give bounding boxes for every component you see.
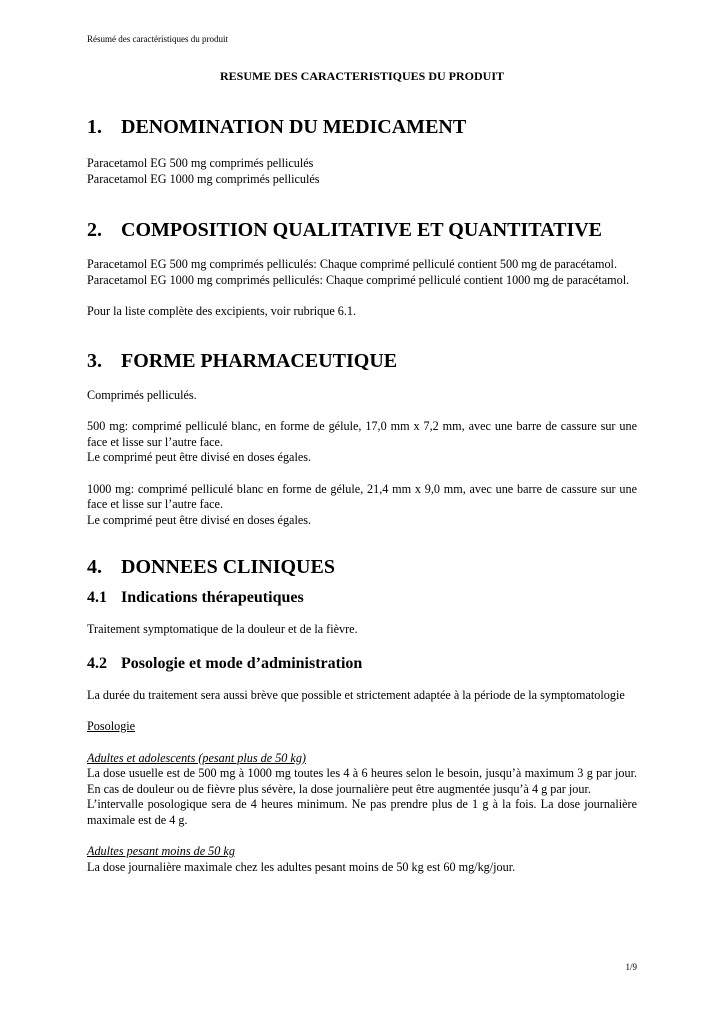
section-3-title: FORME PHARMACEUTIQUE	[121, 349, 398, 372]
section-1-title: DENOMINATION DU MEDICAMENT	[121, 116, 467, 138]
section-2-paragraph-2: Paracetamol EG 1000 mg comprimés pelliculés: Chaque comprimé pelliculé contient 1000 mg de paracétamol.	[87, 272, 630, 287]
section-4-title: DONNEES CLINIQUES	[121, 556, 335, 578]
section-2-number: 2.	[87, 219, 102, 241]
section-2-heading	[87, 215, 637, 245]
section-1-line-1: Paracetamol EG 500 mg comprimés pelliculés	[87, 156, 314, 170]
subsection-4-1-title: Indications thérapeutiques	[121, 589, 304, 606]
section-1-number: 1.	[87, 116, 102, 138]
page-number: 1/9	[625, 962, 637, 972]
subsection-4-2-heading	[87, 652, 637, 676]
section-3-paragraph-3b: Le comprimé peut être divisé en doses égales.	[87, 512, 312, 527]
section-4-heading	[87, 552, 637, 582]
subsection-4-1-number: 4.1	[87, 589, 107, 606]
section-3-paragraph-2b: Le comprimé peut être divisé en doses égales.	[87, 450, 312, 464]
section-2-title: COMPOSITION QUALITATIVE ET QUANTITATIVE	[121, 219, 603, 241]
section-3-number: 3.	[87, 349, 102, 372]
running-header: Résumé des caractéristiques du produit	[87, 34, 228, 44]
subsection-4-1-paragraph: Traitement symptomatique de la douleur et de la fièvre.	[87, 622, 358, 636]
subsection-4-2-title: Posologie et mode d’administration	[121, 654, 363, 672]
section-1-heading	[87, 112, 637, 142]
section-2-paragraph-1: Paracetamol EG 500 mg comprimés pelliculés: Chaque comprimé pelliculé contient 500 mg de paracétamol.	[87, 257, 617, 271]
document-title: RESUME DES CARACTERISTIQUES DU PRODUIT	[219, 69, 505, 83]
adults-paragraph-1: La dose usuelle est de 500 mg à 1000 mg toutes les 4 à 6 heures selon le besoin, jusqu’à maximum 3 g par jour. En cas de douleur ou de fièvre plus sévère, la dose journalière peut être augmentée jusqu’à 4 g par jour.	[87, 766, 637, 796]
section-3-heading	[87, 346, 637, 376]
document-body	[87, 112, 637, 875]
subsection-4-2-number: 4.2	[87, 654, 107, 672]
light-adults-paragraph: La dose journalière maximale chez les adultes pesant moins de 50 kg est 60 mg/kg/jour.	[87, 859, 516, 874]
subsection-4-2-paragraph-1: La durée du traitement sera aussi brève que possible et strictement adaptée à la période de la symptomatologie	[87, 687, 625, 702]
light-adults-heading: Adultes pesant moins de 50 kg	[87, 844, 235, 858]
section-1-line-2: Paracetamol EG 1000 mg comprimés pelliculés	[87, 171, 320, 186]
subsection-4-1-heading	[87, 586, 637, 610]
section-3-paragraph-2: 500 mg: comprimé pelliculé blanc, en forme de gélule, 17,0 mm x 7,2 mm, avec une barre de cassure sur une face et lisse sur l’autre face.	[87, 419, 637, 449]
section-3-paragraph-3: 1000 mg: comprimé pelliculé blanc en forme de gélule, 21,4 mm x 9,0 mm, avec une barre de cassure sur une face et lisse sur l’autre face.	[87, 481, 637, 511]
section-3-paragraph-1: Comprimés pelliculés.	[87, 387, 197, 402]
section-4-number: 4.	[87, 556, 102, 578]
section-2-paragraph-3: Pour la liste complète des excipients, voir rubrique 6.1.	[87, 304, 357, 318]
adults-paragraph-2: L’intervalle posologique sera de 4 heures minimum. Ne pas prendre plus de 1 g à la fois. La dose journalière maximale est de 4 g.	[87, 797, 637, 827]
adults-heading: Adultes et adolescents (pesant plus de 50 kg)	[87, 750, 306, 765]
posologie-heading: Posologie	[87, 719, 136, 733]
